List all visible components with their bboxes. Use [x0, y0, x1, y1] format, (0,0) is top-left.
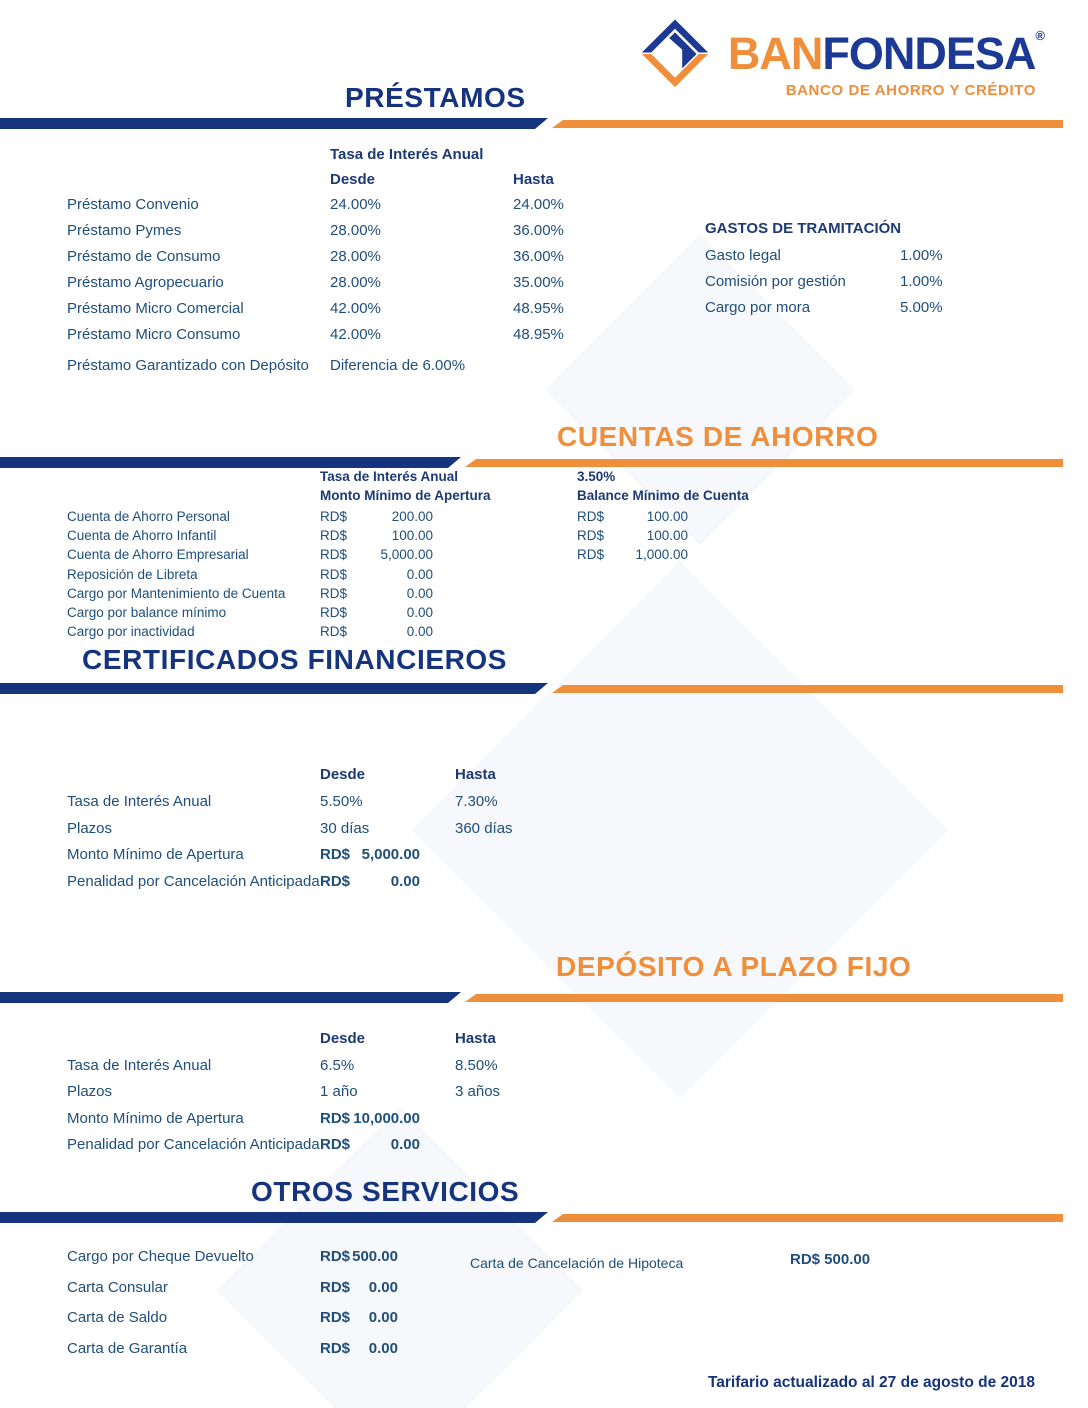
service-label: Carta de Garantía: [67, 1340, 188, 1357]
section-title-deposito: DEPÓSITO A PLAZO FIJO: [556, 951, 912, 982]
footer-updated-date: Tarifario actualizado al 27 de agosto de 2018: [707, 1374, 1035, 1391]
account-label: Cuenta de Ahorro Personal: [67, 509, 230, 524]
balance-amount: 100.00: [646, 509, 688, 524]
amount: RD$ 500.00: [790, 1251, 871, 1268]
currency: RD$: [320, 846, 351, 863]
currency: RD$: [320, 547, 348, 562]
prestamos-rate-header: Tasa de Interés Anual: [330, 146, 484, 163]
loan-desde: 42.00%: [330, 326, 381, 343]
col-desde: Desde: [330, 171, 376, 188]
loan-hasta: 36.00%: [513, 222, 564, 239]
currency: RD$: [320, 509, 348, 524]
item-desde: 6.5%: [320, 1057, 355, 1074]
section-title-otros: OTROS SERVICIOS: [251, 1176, 520, 1207]
balance-amount: 100.00: [646, 528, 688, 543]
currency: RD$: [320, 1136, 351, 1153]
item-hasta: 360 días: [455, 820, 513, 837]
ahorro-rate-value: 3.50%: [577, 469, 616, 484]
apertura-amount: 0.00: [406, 605, 433, 620]
col-apertura: Monto Mínimo de Apertura: [320, 488, 491, 503]
loan-label: Préstamo Micro Comercial: [67, 300, 244, 317]
logo-wordmark: [728, 28, 1044, 80]
loan-desde: 28.00%: [330, 274, 381, 291]
table-row: [0, 846, 1088, 868]
table-row: [0, 1340, 1088, 1362]
loan-hasta: 24.00%: [513, 196, 564, 213]
currency: RD$: [577, 509, 605, 524]
account-label: Cargo por inactividad: [67, 624, 195, 639]
loan-label: Préstamo Convenio: [67, 196, 199, 213]
divider-bar: [0, 118, 1063, 130]
section-title-cuentas-ahorro: CUENTAS DE AHORRO: [557, 421, 879, 452]
divider-bar: [0, 457, 1063, 469]
apertura-amount: 0.00: [406, 624, 433, 639]
logo-tagline: BANCO DE AHORRO Y CRÉDITO: [785, 82, 1036, 99]
table-row: [0, 273, 1088, 295]
service-label: Cargo por Cheque Devuelto: [67, 1248, 254, 1265]
gastos-header: GASTOS DE TRAMITACIÓN: [705, 220, 902, 237]
loan-hasta: 35.00%: [513, 274, 564, 291]
balance-amount: 1,000.00: [635, 547, 688, 562]
amount: 0.00: [368, 1340, 398, 1357]
currency: RD$: [320, 567, 348, 582]
apertura-amount: 0.00: [406, 586, 433, 601]
amount: 0.00: [390, 873, 420, 890]
currency: RD$: [320, 1110, 351, 1127]
table-row: [0, 222, 1088, 244]
table-row: [0, 196, 1088, 218]
item-label: Penalidad por Cancelación Anticipada: [67, 1136, 320, 1153]
col-hasta: Hasta: [513, 171, 554, 188]
amount: 0.00: [368, 1279, 398, 1296]
apertura-amount: 0.00: [406, 567, 433, 582]
logo-fondesa: FONDESA: [822, 28, 1036, 79]
table-row: [0, 299, 1088, 321]
table-row: [0, 1110, 1088, 1132]
loan-desde: 24.00%: [330, 196, 381, 213]
loan-label: Préstamo Micro Consumo: [67, 326, 241, 343]
deposito-column-headers: [0, 1030, 1088, 1052]
banfondesa-logo-icon: [639, 14, 711, 94]
currency: RD$: [577, 547, 605, 562]
banfondesa-logo: [639, 14, 1044, 106]
service-label: Carta de Saldo: [67, 1309, 168, 1326]
item-desde: 5.50%: [320, 793, 363, 810]
amount: 10,000.00: [353, 1110, 420, 1127]
apertura-amount: 5,000.00: [380, 547, 433, 562]
fee-value: 1.00%: [900, 247, 943, 264]
table-row: [0, 793, 1088, 815]
table-row-hipoteca: [0, 1251, 1088, 1277]
loan-hasta: 48.95%: [513, 300, 564, 317]
currency: RD$: [320, 1309, 351, 1326]
item-label: Monto Mínimo de Apertura: [67, 1110, 244, 1127]
ahorro-header-row2: [0, 488, 1088, 510]
currency: RD$: [320, 528, 348, 543]
item-label: Plazos: [67, 820, 113, 837]
account-label: Cargo por Mantenimiento de Cuenta: [67, 586, 286, 601]
item-desde: 30 días: [320, 820, 370, 837]
amount: 0.00: [390, 1136, 420, 1153]
account-label: Reposición de Libreta: [67, 567, 198, 582]
currency: RD$: [320, 624, 348, 639]
loan-desde: 42.00%: [330, 300, 381, 317]
col-hasta: Hasta: [455, 1030, 496, 1047]
item-label: Plazos: [67, 1083, 113, 1100]
certificados-column-headers: [0, 766, 1088, 788]
section-title-certificados: CERTIFICADOS FINANCIEROS: [82, 644, 508, 675]
fee-label: Comisión por gestión: [705, 273, 846, 290]
col-balance: Balance Mínimo de Cuenta: [577, 488, 749, 503]
logo-ban: BAN: [727, 28, 823, 79]
item-hasta: 8.50%: [455, 1057, 498, 1074]
divider-bar: [0, 992, 1063, 1004]
currency: RD$: [320, 586, 348, 601]
currency: RD$: [320, 605, 348, 620]
col-hasta: Hasta: [455, 766, 496, 783]
item-label: Tasa de Interés Anual: [67, 793, 212, 810]
loan-label: Préstamo Agropecuario: [67, 274, 224, 291]
loan-desde: 28.00%: [330, 248, 381, 265]
table-row-garantizado: [0, 357, 1088, 379]
fee-value: 5.00%: [900, 299, 943, 316]
table-row: [0, 1309, 1088, 1331]
fee-value: 1.00%: [900, 273, 943, 290]
currency: RD$: [320, 1279, 351, 1296]
account-label: Cuenta de Ahorro Infantil: [67, 528, 217, 543]
service-label: Carta de Cancelación de Hipoteca: [470, 1255, 684, 1271]
table-row: [0, 1083, 1088, 1105]
loan-label: Préstamo de Consumo: [67, 248, 221, 265]
item-hasta: 3 años: [455, 1083, 501, 1100]
fee-label: Cargo por mora: [705, 299, 811, 316]
service-label: Carta Consular: [67, 1279, 168, 1296]
table-row: [0, 547, 1088, 569]
ahorro-rate-header: Tasa de Interés Anual: [320, 469, 459, 484]
amount: 500.00: [352, 1248, 398, 1265]
item-hasta: 7.30%: [455, 793, 498, 810]
loan-desde: 28.00%: [330, 222, 381, 239]
apertura-amount: 200.00: [391, 509, 433, 524]
prestamos-column-headers: [0, 171, 1088, 193]
loan-hasta: 48.95%: [513, 326, 564, 343]
registered-mark: ®: [1035, 28, 1044, 43]
table-row: [0, 247, 1088, 269]
divider-bar: [0, 683, 1063, 695]
currency: RD$: [320, 1248, 351, 1265]
table-row: [0, 873, 1088, 895]
currency: RD$: [320, 873, 351, 890]
loan-hasta: 36.00%: [513, 248, 564, 265]
table-row: [0, 326, 1088, 348]
table-row: [0, 820, 1088, 842]
table-row: [0, 624, 1088, 646]
col-desde: Desde: [320, 766, 366, 783]
item-desde: 1 año: [320, 1083, 358, 1100]
table-row: [0, 1136, 1088, 1158]
section-title-prestamos: PRÉSTAMOS: [345, 82, 526, 113]
apertura-amount: 100.00: [391, 528, 433, 543]
col-desde: Desde: [320, 1030, 366, 1047]
item-label: Monto Mínimo de Apertura: [67, 846, 244, 863]
item-label: Tasa de Interés Anual: [67, 1057, 212, 1074]
item-label: Penalidad por Cancelación Anticipada: [67, 873, 320, 890]
loan-label: Préstamo Garantizado con Depósito: [67, 357, 309, 374]
amount: 0.00: [368, 1309, 398, 1326]
table-row: [0, 1057, 1088, 1079]
currency: RD$: [320, 1340, 351, 1357]
loan-note: Diferencia de 6.00%: [330, 357, 466, 374]
loan-label: Préstamo Pymes: [67, 222, 182, 239]
account-label: Cargo por balance mínimo: [67, 605, 227, 620]
divider-bar: [0, 1212, 1063, 1224]
fee-label: Gasto legal: [705, 247, 781, 264]
amount: 5,000.00: [361, 846, 420, 863]
account-label: Cuenta de Ahorro Empresarial: [67, 547, 249, 562]
currency: RD$: [577, 528, 605, 543]
table-row: [0, 1279, 1088, 1301]
